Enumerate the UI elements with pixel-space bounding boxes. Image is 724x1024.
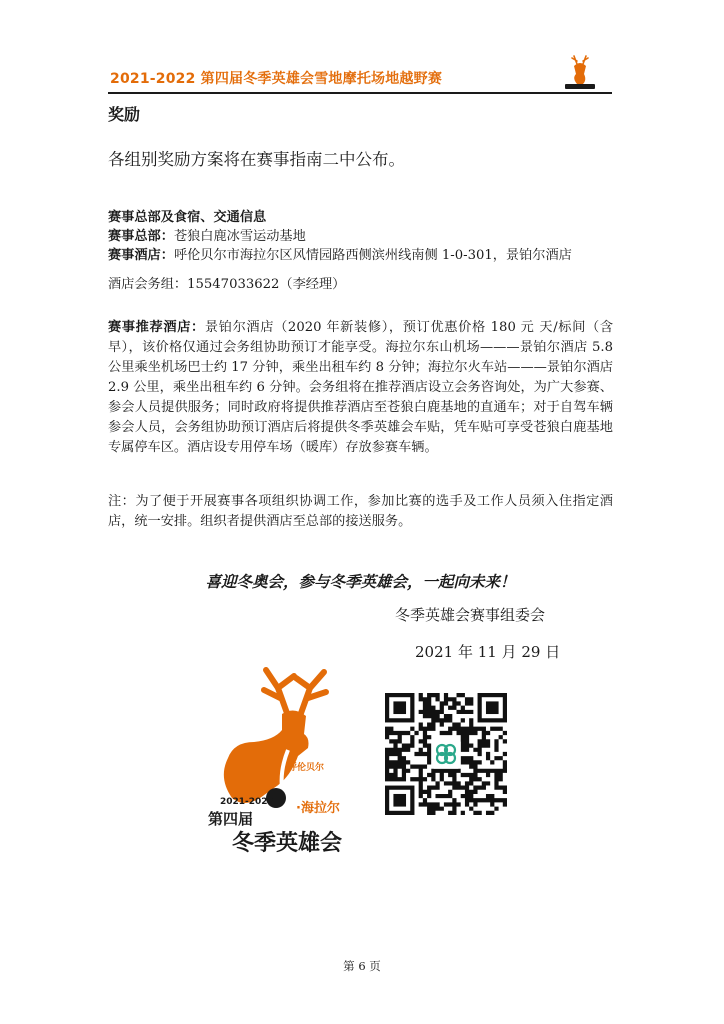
- header-divider: [108, 92, 612, 94]
- slogan: 喜迎冬奥会，参与冬季英雄会，一起向未来！: [205, 572, 516, 591]
- info-heading: 赛事总部及食宿、交通信息: [108, 210, 267, 225]
- logo-year: 2021-2022: [220, 797, 274, 807]
- hq-line: 赛事总部：苍狼白鹿冰雪运动基地: [108, 229, 306, 244]
- page-number: 第 6 页: [343, 959, 381, 973]
- hq-label: 赛事总部: [108, 229, 161, 244]
- issue-date: 2021 年 11 月 29 日: [415, 643, 561, 661]
- winter-hero-deer-logo-icon: [170, 658, 370, 858]
- logo-name: 冬季英雄会: [232, 831, 343, 856]
- header-title: 2021-2022 第四届冬季英雄会雪地摩托场地越野赛: [110, 71, 443, 87]
- hotel-value: 呼伦贝尔市海拉尔区风情园路西侧滨州线南侧 1-0-301，景铂尔酒店: [173, 248, 572, 263]
- rewards-text: 各组别奖励方案将在赛事指南二中公布。: [108, 150, 405, 169]
- logo-edition: 第四届: [208, 810, 254, 828]
- hotel-line: 赛事酒店：呼伦贝尔市海拉尔区风情园路西侧滨州线南侧 1-0-301，景铂尔酒店: [108, 248, 572, 263]
- note-paragraph: 注：为了便于开展赛事各项组织协调工作，参加比赛的选手及工作人员须入住指定酒店，统一安排。组织者提供酒店至总部的接送服务。: [108, 494, 613, 529]
- recommended-text: 景铂尔酒店（2020 年新装修），预订优惠价格 180 元 天/标间（含早），该价格仅通过会务组协助预订才能享受。海拉尔东山机场———景铂尔酒店 5.8 公里乘坐机场巴士约 17 分钟，乘坐出租车约 8 分钟；海拉尔火车站———景铂尔酒店 2.9 公里，乘坐出租车约 6 分钟。会务组将在推荐酒店设立会务咨询处，为广大参赛、参会人员提供服务；同时政府将提供推荐酒店至苍狼白鹿基地的直通车；对于自驾车辆参会人员，会务组协助预订酒店后将提供冬季英雄会车贴，凭车贴可享受苍狼白鹿基地专属停车区。酒店设专用停车场（暖库）存放参赛车辆。: [108, 320, 614, 455]
- hotel-label: 赛事酒店: [108, 248, 161, 263]
- winter-hero-logo-icon: [557, 50, 603, 92]
- rewards-heading: 奖励: [108, 105, 141, 124]
- qr-code-icon: [385, 693, 507, 815]
- recommended-hotel-paragraph: 赛事推荐酒店：景铂尔酒店（2020 年新装修），预订优惠价格 180 元 天/标间（含早），该价格仅通过会务组协助预订才能享受。海拉尔东山机场———景铂尔酒店 5.8 公里乘坐机场巴士约 17 分钟，乘坐出租车约 8 分钟；海拉尔火车站———景铂尔酒店 2.9 公里，乘坐出租车约 6 分钟。会务组将在推荐酒店设立会务咨询处，为广大参赛、参会人员提供服务；同时政府将提供推荐酒店至苍狼白鹿基地的直通车；对于自驾车辆参会人员，会务组协助预订酒店后将提供冬季英雄会车贴，凭车贴可享受苍狼白鹿基地专属停车区。酒店设专用停车场（暖库）存放参赛车辆。: [108, 320, 614, 455]
- logo-city-upper: 呼伦贝尔: [288, 763, 325, 773]
- recommended-label: 赛事推荐酒店: [108, 320, 192, 335]
- hq-value: 苍狼白鹿冰雪运动基地: [173, 229, 306, 244]
- logo-city: ·海拉尔: [296, 801, 340, 816]
- organizing-committee: 冬季英雄会赛事组委会: [395, 606, 546, 624]
- hotel-service: 酒店会务组：15547033622（李经理）: [108, 277, 346, 292]
